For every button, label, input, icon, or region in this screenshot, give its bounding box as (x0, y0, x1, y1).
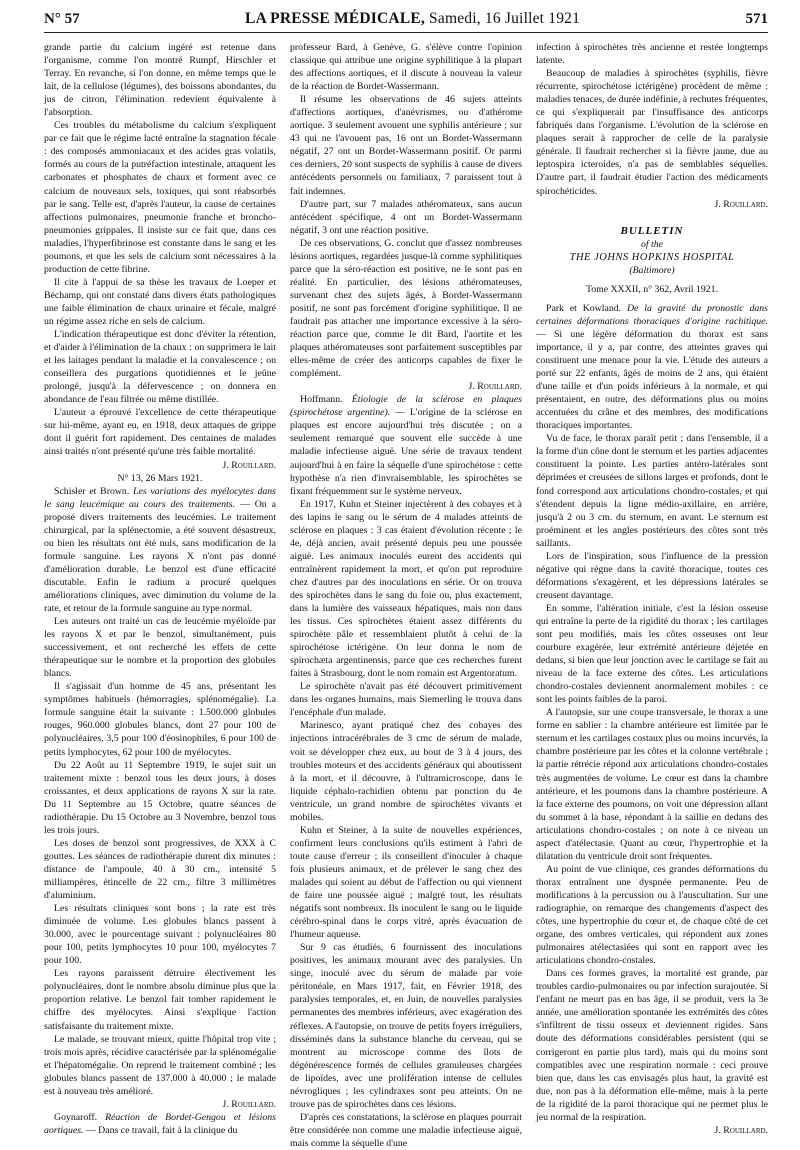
paragraph: professeur Bard, à Genève, G. s'élève contre l'opinion classique qui attribue une origine syphilitique à la plupart des affections aortiques, et il discute à nouveau la valeur de la réaction de Bordet-Wassermann. (290, 42, 522, 93)
column-3 (536, 41, 768, 1150)
paragraph: Dans ces formes graves, la mortalité est grande, par troubles cardio-pulmonaires ou par infection surajoutée. Si l'enfant ne meurt pas en bas âge, il se produit, vers la 3e année, une amélioration spontanée les extrémités des côtes s'infiltrent de tissu osseux et deviennent rigides. Sans doute des déformations considérables persistent (qui se corrigeront en partie plus tard), mais qui du moins sont compatibles avec une respiration normale : ceci prouve bien que, dans les cas envisagés plus haut, la gravité est due, non pas à la déformation elle-même, mais à la perte de la rigidité de la paroi thoracique qui ne permet plus le jeu normal de la respiration. (536, 968, 768, 1123)
paragraph: Le spirochète n'avait pas été découvert primitivement dans les organes humains, mais Siemerling le trouva dans l'encéphale d'un malade. (290, 681, 522, 719)
article-title: De la gravité du pronostic dans certaines déformations thoraciques d'origine rachitique. (536, 302, 768, 327)
paragraph: Du 22 Août au 11 Septembre 1919, le sujet suit un traitement mixte : benzol tous les deux jours, à doses croissantes, et deux applications de rayons X sur la rate. Du 11 Septembre au 15 Octobre, quatre séances de radiothérapie. Du 15 Octobre au 3 Novembre, benzol tous les trois jours. (44, 759, 276, 836)
paragraph: Le malade, se trouvant mieux, quitte l'hôpital trop vite ; trois mois après, récidive caractérisée par la splénomégalie et l'hépatomégalie. On reprend le traitement combiné ; les globules blancs passent de 137.000 à 40.000 ; le malade est à nouveau très amélioré. (44, 1033, 276, 1097)
paragraph: Sur 9 cas étudiés, 6 fournissent des inoculations positives, les animaux mourant avec des paralysies. Un singe, inoculé avec du sérum de malade par voie péritonéale, en Mars 1917, fait, en Février 1918, des paralysies temporales, et, en Juin, de nouvelles paralysies permanentes des membres inférieurs, avec exagération des réflexes. A l'autopsie, on trouve de petits foyers irréguliers, disséminés dans la substance blanche du cerveau, qui se montrent au microscope comme des îlots de dégénérescence formés de cellules granuleuses chargées de lipoïdes, avec une prolifération intense de cellules névrogliques ; les cylindraxes sont peu atteints. On ne trouve pas de spirochètes dans ces lésions. (290, 942, 522, 1110)
paragraph: En somme, l'altération initiale, c'est la lésion osseuse qui entraîne la perte de la rigidité du thorax ; les cartilages sont peu modifiés, mais les côtes osseuses ont leur courbure exagérée, leur extrémité antérieure déjetée en dedans, si bien que leur jonction avec le cartilage se fait au niveau de la face externe des côtes. Les articulations chondro-costales deviennent anormalement mobiles : ce sont les points faibles de la paroi. (536, 602, 768, 706)
paragraph: Au point de vue clinique, ces grandes déformations du thorax entraînent une dyspnée permanente. Peu de modifications à la percussion ou à l'auscultation. Sur une radiographie, on remarque des changements d'aspect des côtes, une hypertrophie du cœur et, de chaque côté de cet organe, des ombres verticales, qui répondent aux zones pulmonaires atélectasiées qui sont en rapport avec les articulations chondro-costales. (536, 863, 768, 967)
article-text: — Si une légère déformation du thorax est sans importance, il y a, par contre, des atteintes graves qui constituent une menace pour la vie. L'étude des auteurs a porté sur 22 enfants, âgés de moins de 2 ans, qui étaient d'une taille et d'un poids inférieurs à la normale, et qui présentaient, en outre, des déformations plus ou moins accentuées du crâne et des membres, des modifications thoraciques importantes. (536, 328, 768, 432)
paragraph: Kuhn et Steiner, à la suite de nouvelles expériences, confirment leurs conclusions qu'ils estiment à l'abri de toute cause d'erreur ; ils conseillent d'inoculer à chaque fois plusieurs animaux, et de prélever le sang chez des malades qui soient au début de l'affection ou qui viennent de faire une poussée aiguë ; malgré tout, les résultats négatifs sont nombreux. Ils inoculent le sang ou le liquide cérébro-spinal dans le corps vitré, après évacuation de l'humeur aqueuse. (290, 824, 522, 941)
journal-title (245, 10, 580, 28)
paragraph: D'autre part, sur 7 malades athéromateux, sans aucun antécédent spécifique, 4 ont un Bordet-Wassermann négatif, 3 ont une réaction positive. (290, 198, 522, 236)
article-text: — L'origine de la sclérose en plaques est encore aujourd'hui très discutée ; on a seulement remarqué que souvent elle succède à une maladie infectieuse aiguë. Une série de travaux tendent aujourd'hui à en faire la séquelle d'une spirochétose : cette hypothèse n'a rien d'invraisemblable, les spirochètes se fixant fréquemment sur le système nerveux. (290, 407, 523, 497)
issue-number: N° 57 (44, 11, 80, 27)
signature: J. Rouillard. (714, 198, 768, 210)
article-title: Étiologie de la sclérose en plaques (spirochétose argentine). (290, 394, 522, 419)
paragraph: D'après ces constatations, la sclérose en plaques pourrait être considérée non comme une maladie infectieuse aiguë, mais comme la séquelle d'une (290, 1111, 522, 1149)
paragraph: Les résultats cliniques sont bons ; la rate est très diminuée de volume. Les globules blancs passent à 30.000, avec le pourcentage suivant : polynucléaires 80 pour 100, petits lymphocytes 10 pour 100, myélocytes 7 pour 100. (44, 903, 276, 967)
article-text: — On a proposé divers traitements des leucémies. Le traitement chirurgical, par la splénectomie, a été souvent désastreux, ou bien les résultats ont été nuls, sans modification de la formule sanguine. Les rayons X n'ont pas donné d'amélioration durable. Le benzol est d'une efficacité discutable. Enfin le radium a procuré quelques améliorations cliniques, avec diminution du volume de la rate, et retour de la formule sanguine au type normal. (44, 498, 276, 615)
paragraph: Il résume les observations de 46 sujets atteints d'affections aortiques, d'anévrismes, ou d'athérome aortique. 3 seulement avouent une syphilis antérieure ; sur 43 qui ne l'avouent pas, 16 ont un Bordet-Wassermann négatif, 27 ont un Bordet-Wassermann positif. Or parmi ces derniers, 20 sont suspects de syphilis à cause de divers antécédents personnels ou familiaux, 7 paraissent tout à fait indemnes. (290, 94, 522, 197)
text-columns (44, 41, 768, 1150)
column-2 (290, 41, 522, 1150)
bulletin-of: of the (640, 238, 664, 250)
signature: J. Rouillard. (714, 1124, 768, 1136)
paragraph: Marinesco, ayant pratiqué chez des cobayes des injections intracérébrales de 3 cmc de sérum de malade, voit se développer chez eux, au bout de 3 à 4 jours, des troubles moteurs et des accidents généraux qui aboutissent à la mort, et il découvre, à l'ultramicroscope, dans le liquide céphalo-rachidien obtenu par ponction du 4e ventricule, un grand nombre de spirochètes vivants et mobiles. (290, 720, 522, 823)
paragraph: Il s'agissait d'un homme de 45 ans, présentant les symptômes habituels (hémorragies, splénomégalie). La formule sanguine était la suivante : 1.500.000 globules rouges, 960.000 globules blancs, dont 27 pour 100 de polynucléaires, 3,5 pour 100 d'éosinophiles, 6 pour 100 de petits lymphocytes, 62 pour 100 de myélocytes. (44, 681, 276, 758)
column-1 (44, 41, 276, 1150)
paragraph: De ces observations, G. conclut que d'assez nombreuses lésions aortiques, regardées jusque-là comme syphilitiques parce que la séro-réaction est positive, ne le sont pas en réalité. En particulier, des lésions athéromateuses, survenant chez des sujets âgés, à Bordet-Wassermann positif, ne sont pas forcément d'origine syphilitique. Il ne faudrait pas attacher une importance excessive à la séro-réaction parce que, comme le dit Bard, l'aortite et les plaques athéromateuses sont parfaitement susceptibles par elles-même de créer des anticorps capables de fixer le complément. (290, 237, 522, 380)
running-head (44, 10, 768, 33)
article-lead (290, 393, 522, 497)
bulletin-title: BULLETIN (620, 224, 684, 237)
article-title: Les variations des myélocytes dans le sang leucémique au cours des traitements. (44, 485, 276, 510)
article-author: Goynaroff. (54, 1111, 98, 1123)
issue-date: Samedi, 16 Juillet 1921 (424, 10, 581, 27)
article-lead (44, 485, 276, 615)
paragraph: Ces troubles du métabolisme du calcium s'expliquent par ce fait que le régime lacté entraîne la stagnation fécale : des composés ammoniacaux et des acides gras volatils, formés au cours de la putréfaction intestinale, attaquent les carbonates et phosphates de chaux et forment avec ce calcium de nouveaux sels, toxiques, qui sont réabsorbés par le sang. Telle est, d'après l'auteur, la cause de certaines affections pulmonaires, pneumonie franche et broncho-pneumonies grippales. Il insiste sur ce fait que, dans ces maladies, l'hyperfibrinose est constante dans le sang et les poumons, et que les sels de calcium sont nécessaires à la production de cette fibrine. (44, 120, 276, 275)
article-lead (44, 1111, 276, 1137)
paragraph: Les auteurs ont traité un cas de leucémie myéloïde par les rayons X et par le benzol, simultanément, puis successivement, et ont recherché les effets de cette thérapeutique sur le nombre et la proportion des globules blancs. (44, 616, 276, 680)
signature: J. Rouillard. (222, 459, 276, 471)
paragraph: En 1917, Kuhn et Steiner injectèrent à des cobayes et à des lapins le sang ou le sérum de 4 malades atteints de sclérose en plaques : 3 cas étaient d'évolution récente ; le 4e, déjà ancien, avait présenté depuis peu une poussée aiguë. Les animaux inoculés eurent des accidents qui entraînèrent rapidement la mort, et qu'on put reproduire chez d'autres par des inoculations en série. Or on trouva des spirochètes dans le sang du foie ou, plus exactement, dans la lumière des vaisseaux hépatiques, mais non dans les tissus. Ces spirochètes étaient assez différents du spirochète pâle et ressemblaient plutôt à celui de la spirochétose ictérigène. On leur donna le nom de spirochæta argentinensis, parce que ces recherches furent faites à Strasbourg, dont le nom romain est Argentoratum. (290, 498, 522, 680)
paragraph: grande partie du calcium ingéré est retenue dans l'organisme, comme l'on montré Rumpf, Hirschler et Terray. En revanche, si l'on donne, en même temps que le lait, de la cellulose (légumes), des boissons abondantes, du jus de citron, l'élimination redevient équivalente à l'absorption. (44, 42, 276, 119)
paragraph: A l'autopsie, sur une coupe transversale, le thorax a une forme en sablier : la chambre antérieure est limitée par le sternum et les cartilages costaux plus ou moins incurvés, la chambre postérieure par les côtes et la colonne vertébrale ; la partie rétrécie répond aux articulations chondro-costales très augmentées de volume. Le cœur est dans la chambre antérieure, et les poumons dans la chambre postérieure. A la face externe des poumons, on voit une dépression allant du sommet à la base, répondant à la saillie en dedans des articulations chondro-costales ; on note à ce niveau un aspect d'atélectasie. Quant au cœur, l'hypertrophie et la dilatation du ventricule droit sont fréquentes. (536, 707, 768, 862)
signature: J. Rouillard. (222, 1098, 276, 1110)
article-text: — Dans ce travail, fait à la clinique du (85, 1124, 238, 1136)
article-author: Schisler et Brown. (54, 485, 130, 497)
paragraph: Les rayons paraissent détruire électivement les polynucléaires, dont le nombre absolu diminue plus que la proportion relative. Le benzol fait tomber rapidement le chiffre des myélocytes. Ainsi s'explique l'action satisfaisante du traitement mixte. (44, 968, 276, 1032)
article-author: Hoffmann. (300, 394, 343, 406)
paragraph: Beaucoup de maladies à spirochètes (syphilis, fièvre récurrente, spirochétose ictérigène) procèdent de même : maladies tenaces, de durée indéfinie, à rechutes fréquentes, ce qui s'expliquerait par l'insuffisance des anticorps fabriqués dans l'organisme. L'évolution de la sclérose en plaques serait à rapprocher de celle de la paralysie générale. Il faudrait rechercher si la fièvre jaune, due au leptospira icteroides, n'a pas de semblables séquelles. D'autre part, il faudrait étudier l'action des médicaments spirochéticides. (536, 68, 768, 197)
journal-name: LA PRESSE MÉDICALE, (245, 10, 425, 27)
bulletin-heading (536, 225, 768, 296)
bulletin-city: (Baltimore) (629, 264, 675, 276)
bulletin-institution: THE JOHNS HOPKINS HOSPITAL (569, 251, 735, 263)
paragraph: Les doses de benzol sont progressives, de XXX à C gouttes. Les séances de radiothérapie durent dix minutes : distance de l'ampoule, 40 à 30 cm., intensité 5 milliampères, étincelle de 22 cm., filtre 3 millimètres d'aluminium. (44, 837, 276, 902)
paragraph: L'auteur a éprouvé l'excellence de cette thérapeutique sur lui-même, ayant eu, en 1918, deux attaques de grippe dont il guérit fort rapidement. Des centaines de malades ainsi traités n'ont présenté qu'une très faible mortalité. (44, 407, 276, 458)
paragraph: Lors de l'inspiration, sous l'influence de la pression négative qui règne dans la cavité thoracique, toutes ces déformations s'exagèrent, et les dépressions latérales se creusent davantage. (536, 550, 768, 601)
paragraph: Il cite à l'appui de sa thèse les travaux de Loeper et Béchamp, qui ont constaté dans divers états pathologiques une faible élimination de chaux urinaire et fécale, malgré un régime assez riche en sels de calcium. (44, 276, 276, 327)
paragraph: infection à spirochètes très ancienne et restée longtemps latente. (536, 42, 768, 67)
article-title: Réaction de Bordet-Gengou et lésions aortiques. (44, 1111, 276, 1136)
signature: J. Rouillard. (468, 381, 522, 393)
article-author: Park et Kowland. (546, 302, 622, 314)
article-lead (536, 302, 768, 432)
page-number: 571 (745, 11, 768, 27)
paragraph: L'indication thérapeutique est donc d'éviter la rétention, et d'aider à l'élimination de la chaux : on supprimera le lait et les laitages pendant la maladie et la convalescence ; on conseillera des purgations quotidiennes et le jeûne prolongé, jusqu'à la défervescence ; on donnera en abondance de l'eau filtrée ou même distillée. (44, 329, 276, 406)
issue-subheading: N° 13, 26 Mars 1921. (117, 472, 203, 484)
paragraph: Vu de face, le thorax paraît petit ; dans l'ensemble, il a la forme d'un cône dont le sternum et les parties adjacentes constituent la pointe. Les parties antéro-latérales sont déprimées et creusées de sillons larges et profonds, dont le fond correspond aux articulations chondro-costales, et qui s'étendent depuis la ligne médio-axillaire, en arrière, jusqu'à 2 ou 3 cm. du sternum, en avant. Le sternum est proéminent et les angles postérieurs des côtes sont très saillants. (536, 433, 768, 549)
bulletin-volume: Tome XXXII, n° 362, Avril 1921. (585, 283, 719, 295)
